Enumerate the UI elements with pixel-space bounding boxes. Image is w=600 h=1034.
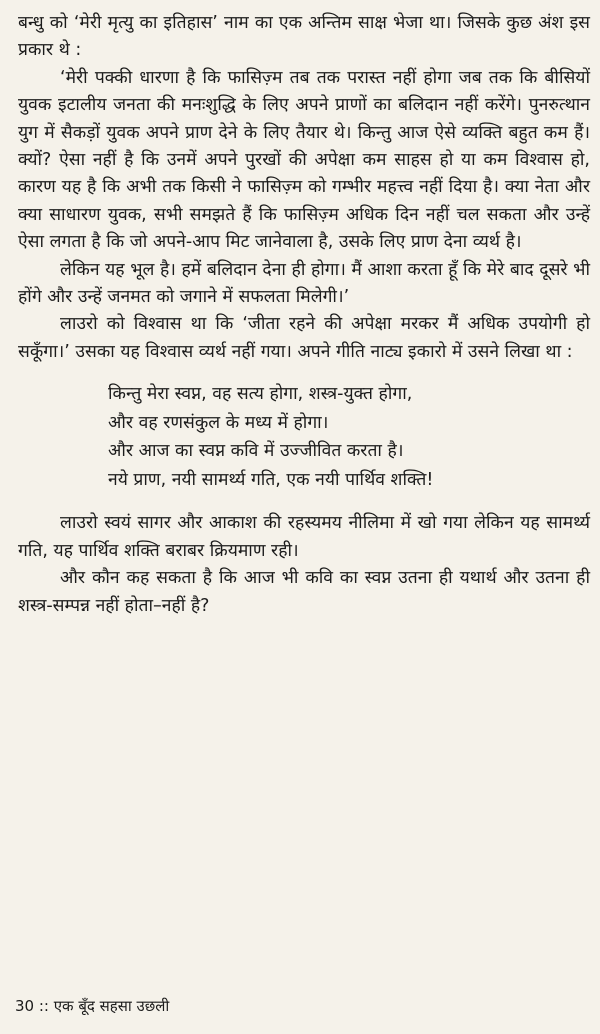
paragraph-1: बन्धु को ‘मेरी मृत्यु का इतिहास’ नाम का एक अन्तिम साक्ष भेजा था। जिसके कुछ अंश इस प्रकार थे : — [18, 13, 590, 61]
poem-line-1: किन्तु मेरा स्वप्न, वह सत्य होगा, शस्त्र-युक्त होगा, — [108, 384, 413, 405]
poem-line-2: और वह रणसंकुल के मध्य में होगा। — [108, 412, 329, 433]
paragraph-2: ‘मेरी पक्की धारणा है कि फासिज़्म तब तक परास्त नहीं होगा जब तक कि बीसियों युवक इटालीय जनता की मनःशुद्धि के लिए अपने प्राणों का बलिदान नहीं करेंगे। पुनरुत्थान युग में सैकड़ों युवक अपने प्राण देने के लिए तैयार थे। किन्तु आज ऐसे व्यक्ति बहुत कम हैं। क्यों? ऐसा नहीं है कि उनमें अपने पुरखों की अपेक्षा कम साहस हो या कम विश्वास हो, कारण यह है कि अभी तक किसी ने फासिज़्म को गम्भीर महत्त्व नहीं दिया है। क्या नेता और क्या साधारण युवक, सभी समझते हैं कि फासिज़्म अधिक दिन नहीं चल सकता और उन्हें ऐसा लगता है कि जो अपने-आप मिट जानेवाला है, उसके लिए प्राण देना व्यर्थ है। — [18, 67, 590, 253]
paragraph-6: और कौन कह सकता है कि आज भी कवि का स्वप्न उतना ही यथार्थ और उतना ही शस्त्र-सम्पन्न नहीं होता–नहीं है? — [18, 568, 590, 616]
poem-block — [18, 380, 590, 494]
page-footer: 30 :: एक बूँद सहसा उछली — [15, 997, 170, 1015]
paragraph-3: लेकिन यह भूल है। हमें बलिदान देना ही होगा। मैं आशा करता हूँ कि मेरे बाद दूसरे भी होंगे और उन्हें जनमत को जगाने में सफलता मिलेगी।’ — [18, 259, 590, 308]
paragraph-4: लाउरो को विश्वास था कि ‘जीता रहने की अपेक्षा मरकर मैं अधिक उपयोगी हो सकूँगा।’ उसका यह विश्वास व्यर्थ नहीं गया। अपने गीति नाट्य इकारो में उसने लिखा था : — [18, 314, 590, 362]
poem-line-3: और आज का स्वप्न कवि में उज्जीवित करता है। — [108, 441, 404, 462]
body-text — [18, 10, 590, 620]
poem-line-4: नये प्राण, नयी सामर्थ्य गति, एक नयी पार्थिव शक्ति! — [108, 469, 434, 490]
paragraph-5: लाउरो स्वयं सागर और आकाश की रहस्यमय नीलिमा में खो गया लेकिन यह सामर्थ्य गति, यह पार्थिव शक्ति बराबर क्रियमाण रही। — [18, 513, 590, 561]
